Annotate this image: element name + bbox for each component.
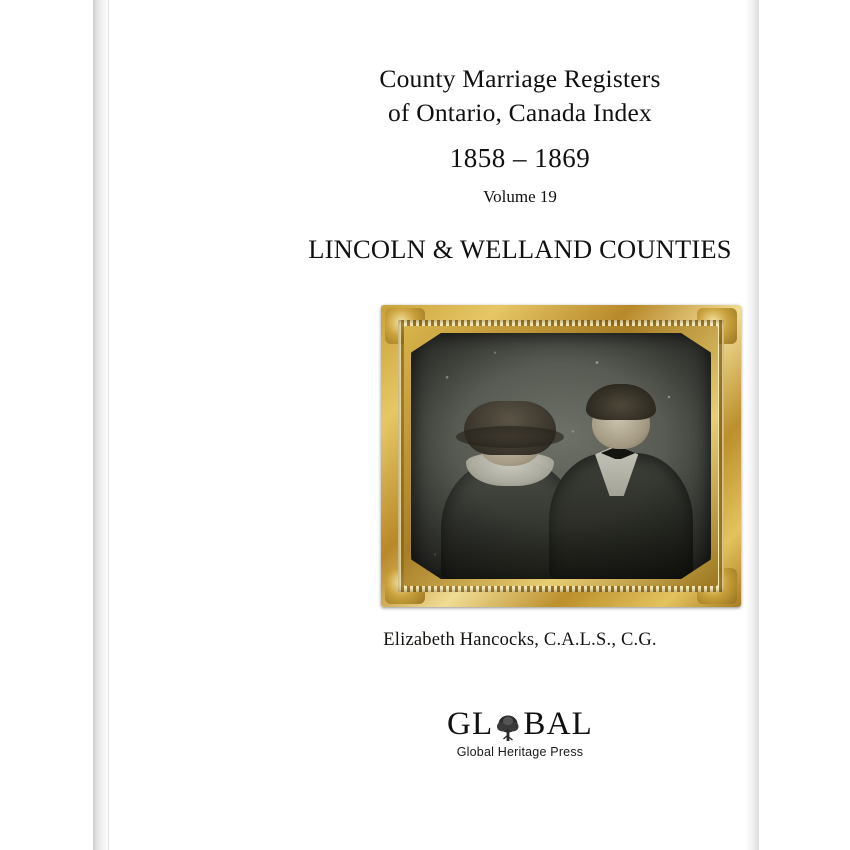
cover-content (202, 0, 838, 850)
plate-vignette (411, 333, 711, 579)
author-credit: Elizabeth Hancocks, C.A.L.S., C.G. (383, 630, 657, 650)
daguerreotype-plate (411, 333, 711, 579)
book-spine-edge (108, 0, 109, 850)
book-cover (93, 0, 757, 850)
title-line-1: County Marriage Registers (379, 64, 661, 93)
book-spine-shading (93, 0, 109, 850)
wordmark-left-text: GL (447, 706, 494, 742)
publisher-wordmark (447, 706, 593, 743)
wordmark-right-text: BAL (523, 706, 593, 742)
publisher-logo (202, 706, 838, 759)
tree-icon (495, 713, 521, 743)
gilt-frame (381, 305, 741, 607)
counties-subtitle: LINCOLN & WELLAND COUNTIES (308, 234, 732, 264)
cover-portrait-image (381, 305, 741, 607)
title-block (202, 62, 838, 266)
book-right-edge-shading (745, 0, 759, 850)
year-range: 1858 – 1869 (449, 143, 591, 173)
page-margin-left (0, 0, 93, 850)
publisher-tagline: Global Heritage Press (456, 745, 584, 759)
volume-label: Volume 19 (483, 187, 557, 206)
title-line-2: of Ontario, Canada Index (388, 98, 652, 127)
